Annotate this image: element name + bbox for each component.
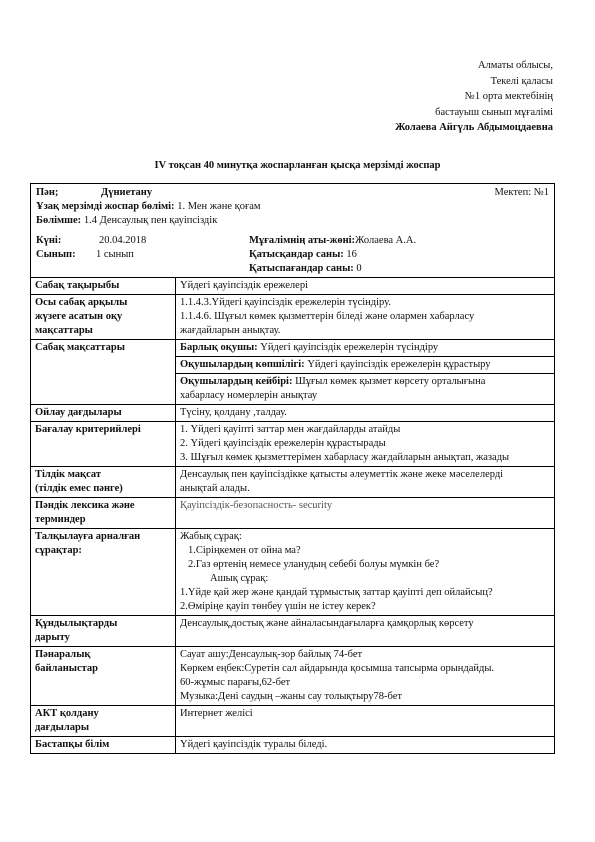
- ict-label: [31, 706, 176, 737]
- table-row: [31, 422, 554, 467]
- criteria-line: 3. Шұғыл көмек қызметтерімен хабарласу жағдайларын анықтап, жазады: [180, 452, 510, 463]
- header-school: №1 орта мектебінің: [464, 91, 553, 102]
- objectives-text: [176, 295, 555, 340]
- objectives-label-line: жүзеге асатын оқу: [35, 311, 123, 322]
- section-label: Бөлімше:: [36, 215, 82, 226]
- criteria-label: Бағалау критерийлері: [31, 422, 176, 467]
- teacher-label: Мұғалімнің аты-жөні:: [249, 235, 356, 246]
- values-text: Денсаулық,достық және айналасындағыларға қамқорлық көрсету: [176, 616, 555, 647]
- subject-label: Пән;: [36, 187, 59, 198]
- table-row: [31, 647, 554, 706]
- goals-all-text: Үйдегі қауіпсіздік ережелерін түсіндіру: [260, 342, 439, 353]
- table-row: [31, 498, 554, 529]
- questions-label-line: сұрақтар:: [35, 545, 82, 556]
- header-region: Алматы облысы,: [477, 60, 553, 71]
- cross-label-line: Пәнаралық: [35, 649, 91, 660]
- goals-some-label: Оқушылардың кейбірі:: [180, 376, 293, 387]
- question-line: 2.Өміріңе қауіп төнбеу үшін не істеу керек?: [180, 601, 376, 612]
- lesson-plan-sheet: [30, 183, 555, 754]
- present-label: Қатысқандар саны:: [249, 249, 344, 260]
- info-block: [31, 184, 554, 278]
- table-row: [31, 405, 554, 422]
- table-row: [31, 278, 554, 295]
- objective-line: 1.1.4.6. Шұғыл көмек қызметтерін біледі және олармен хабарласу: [180, 311, 475, 322]
- present-value: 16: [346, 249, 357, 260]
- cross-line: Музыка:Дені саудың –жаны сау толықтыру78-бет: [180, 691, 402, 702]
- header-block: [395, 58, 553, 136]
- goals-most-label: Оқушылардың көпшілігі:: [180, 359, 305, 370]
- language-text: [176, 467, 555, 498]
- goals-all: [176, 340, 555, 357]
- goals-most: [176, 357, 555, 374]
- table-row: [31, 529, 554, 616]
- cross-line: Көркем еңбек:Суретін сал айдарында қосымша тапсырма орындайды.: [180, 663, 495, 674]
- ict-label-line: дағдылары: [35, 722, 90, 733]
- table-row: [31, 737, 554, 754]
- table-row: [31, 340, 554, 357]
- cross-text: [176, 647, 555, 706]
- class-label: Сынып:: [36, 249, 76, 260]
- objectives-label-line: Осы сабақ арқылы: [35, 297, 128, 308]
- values-label-line: дарыту: [35, 632, 70, 643]
- question-line: 1.Сіріңкемен от ойна ма?: [188, 545, 301, 556]
- cross-line: Сауат ашу:Денсаулық-зор байлық 74-бет: [180, 649, 363, 660]
- thinking-label: Ойлау дағдылары: [31, 405, 176, 422]
- prior-text: Үйдегі қауіпсіздік туралы біледі.: [176, 737, 555, 754]
- lesson-table: [31, 278, 554, 753]
- language-line: анықтай алады.: [180, 483, 250, 494]
- school-label: Мектеп: №1: [494, 187, 549, 198]
- plan-section-value: 1. Мен және қоғам: [177, 201, 261, 212]
- vocab-label: [31, 498, 176, 529]
- topic-label: Сабақ тақырыбы: [31, 278, 176, 295]
- topic-text: Үйдегі қауіпсіздік ережелері: [176, 278, 555, 295]
- header-city: Текелі қаласы: [490, 75, 553, 87]
- criteria-line: 2. Үйдегі қауіпсіздік ережелерін құрастырады: [180, 438, 386, 449]
- goals-all-label: Барлық оқушы:: [180, 342, 258, 353]
- subject-value: Дүниетану: [101, 187, 153, 198]
- ict-label-line: АКТ қолдану: [35, 708, 99, 719]
- plan-section-label: Ұзақ мерзімді жоспар бөлімі:: [36, 201, 175, 212]
- goals-label: Сабақ мақсаттары: [31, 340, 176, 405]
- cross-label-line: байланыстар: [35, 663, 98, 674]
- table-row: [31, 616, 554, 647]
- values-label: [31, 616, 176, 647]
- questions-label-line: Талқылауға арналған: [35, 531, 141, 542]
- absent-value: 0: [356, 263, 362, 274]
- section-value: 1.4 Денсаулық пен қауіпсіздік: [83, 215, 218, 226]
- objectives-label: [31, 295, 176, 340]
- thinking-text: Түсіну, қолдану ,талдау.: [176, 405, 555, 422]
- language-label-line: Тілдік мақсат: [35, 469, 102, 480]
- goals-some-text: хабарласу номерлерін анықтау: [180, 390, 318, 401]
- document-title: IV тоқсан 40 минутқа жоспарланған қысқа мерзімді жоспар: [154, 160, 441, 171]
- table-row: [31, 467, 554, 498]
- date-value: 20.04.2018: [99, 235, 147, 246]
- question-line: 1.Үйде қай жер және қандай тұрмыстық заттар қауіпті деп ойлайсыц?: [180, 587, 493, 598]
- criteria-line: 1. Үйдегі қауіпті заттар мен жағдайларды атайды: [180, 424, 401, 435]
- cross-line: 60-жұмыс парағы,62-бет: [180, 677, 291, 688]
- table-row: [31, 295, 554, 340]
- vocab-text: Қауіпсіздік-безопасность- security: [176, 498, 555, 529]
- language-label: [31, 467, 176, 498]
- ict-text: Интернет желісі: [176, 706, 555, 737]
- vocab-label-line: Пәндік лексика және: [35, 500, 135, 511]
- table-row: [31, 706, 554, 737]
- closed-question-heading: Жабық сұрақ:: [180, 531, 242, 542]
- question-line: 2.Газ өртенің немесе уланудың себебі болуы мүмкін бе?: [188, 559, 440, 570]
- goals-most-text: Үйдегі қауіпсіздік ережелерін құрастыру: [307, 359, 491, 370]
- objective-line: 1.1.4.3.Үйдегі қауіпсіздік ережелерін түсіндіру.: [180, 297, 391, 308]
- questions-label: [31, 529, 176, 616]
- language-line: Денсаулық пен қауіпсіздікке қатысты әлеуметтік және жеке мәселелерді: [180, 469, 504, 480]
- absent-label: Қатыспағандар саны:: [249, 263, 354, 274]
- language-label-line: (тілдік емес пәнге): [35, 483, 123, 494]
- cross-label: [31, 647, 176, 706]
- objective-line: жағдайларын анықтау.: [180, 325, 281, 336]
- criteria-text: [176, 422, 555, 467]
- vocab-label-line: терминдер: [35, 514, 86, 525]
- prior-label: Бастапқы білім: [31, 737, 176, 754]
- values-label-line: Құндылықтарды: [35, 618, 118, 629]
- class-value: 1 сынып: [96, 249, 134, 260]
- teacher-value: Жолаева А.А.: [355, 235, 417, 246]
- header-author: Жолаева Айгүль Абдымоцдаевна: [395, 122, 553, 133]
- questions-text: [176, 529, 555, 616]
- objectives-label-line: мақсаттары: [35, 325, 93, 336]
- goals-some: [176, 374, 555, 405]
- goals-some-text: Шұғыл көмек қызмет көрсету орталығына: [295, 376, 486, 387]
- header-position: бастауыш сынып мұғалімі: [435, 106, 553, 118]
- date-label: Күні:: [36, 235, 62, 246]
- open-question-heading: Ашық сұрақ:: [210, 573, 269, 584]
